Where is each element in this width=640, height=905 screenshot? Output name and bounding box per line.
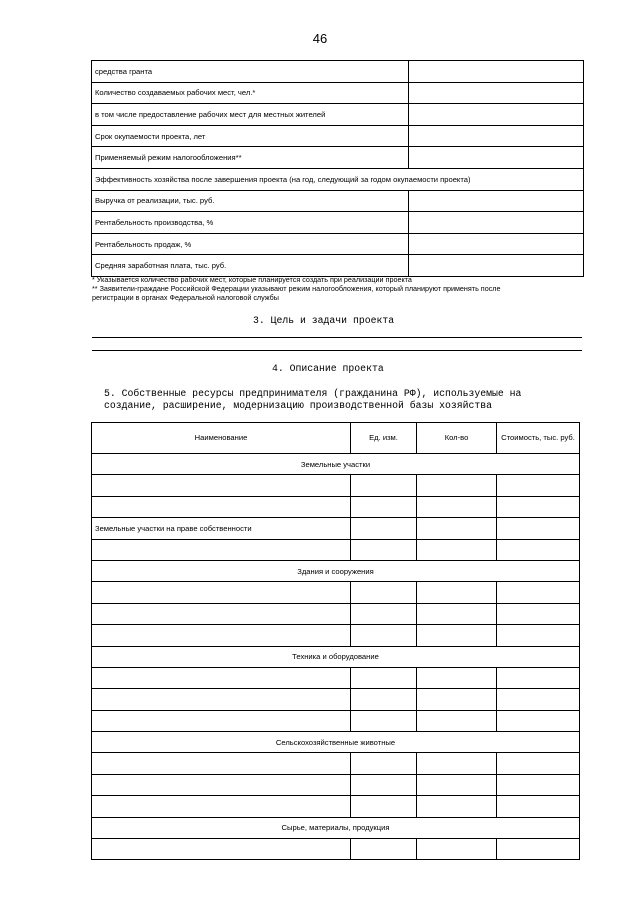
- unit-cell[interactable]: [351, 539, 417, 560]
- indicator-row: [92, 61, 584, 83]
- section-row: [92, 646, 580, 667]
- quantity-cell[interactable]: [417, 496, 497, 517]
- section-label: Сырье, материалы, продукция: [92, 817, 580, 838]
- name-cell[interactable]: [92, 796, 351, 817]
- table-row: [92, 774, 580, 795]
- answer-line-2[interactable]: [92, 350, 582, 351]
- indicator-value-cell[interactable]: [409, 233, 584, 255]
- unit-cell[interactable]: [351, 689, 417, 710]
- name-cell[interactable]: [92, 689, 351, 710]
- section-row: [92, 454, 580, 475]
- unit-cell[interactable]: [351, 603, 417, 624]
- indicator-row: [92, 147, 584, 169]
- resources-table: [91, 422, 580, 860]
- unit-cell[interactable]: [351, 839, 417, 860]
- quantity-cell[interactable]: [417, 796, 497, 817]
- page-number: 46: [312, 31, 328, 46]
- indicator-value-cell[interactable]: [409, 212, 584, 234]
- table-row: [92, 667, 580, 688]
- section-row: [92, 560, 580, 581]
- quantity-cell[interactable]: [417, 582, 497, 603]
- quantity-cell[interactable]: [417, 667, 497, 688]
- cost-cell[interactable]: [497, 796, 580, 817]
- cost-cell[interactable]: [497, 625, 580, 646]
- quantity-cell[interactable]: [417, 475, 497, 496]
- quantity-cell[interactable]: [417, 603, 497, 624]
- name-cell[interactable]: [92, 625, 351, 646]
- indicator-row: [92, 104, 584, 126]
- quantity-cell[interactable]: [417, 710, 497, 731]
- unit-cell[interactable]: [351, 753, 417, 774]
- footnote-workplaces: * Указывается количество рабочих мест, которые планируется создать при реализации проекта: [92, 275, 412, 284]
- section-label: Здания и сооружения: [92, 560, 580, 581]
- table-row: [92, 625, 580, 646]
- indicator-label: Количество создаваемых рабочих мест, чел.*: [92, 82, 409, 104]
- cost-cell[interactable]: [497, 839, 580, 860]
- unit-cell[interactable]: [351, 475, 417, 496]
- unit-cell[interactable]: [351, 667, 417, 688]
- table-row: [92, 839, 580, 860]
- indicator-label: в том числе предоставление рабочих мест для местных жителей: [92, 104, 409, 126]
- indicator-value-cell[interactable]: [409, 104, 584, 126]
- cost-cell[interactable]: [497, 496, 580, 517]
- indicator-row: [92, 168, 584, 190]
- indicator-row: [92, 212, 584, 234]
- cost-cell[interactable]: [497, 689, 580, 710]
- indicator-label: Срок окупаемости проекта, лет: [92, 125, 409, 147]
- column-header-cost: Стоимость, тыс. руб.: [497, 423, 580, 454]
- name-cell[interactable]: Земельные участки на праве собственности: [92, 518, 351, 539]
- cost-cell[interactable]: [497, 753, 580, 774]
- section-5-heading: 5. Собственные ресурсы предпринимателя (гражданина РФ), используемые на: [104, 388, 522, 399]
- quantity-cell[interactable]: [417, 753, 497, 774]
- section-row: [92, 817, 580, 838]
- indicator-value-cell[interactable]: [409, 82, 584, 104]
- indicator-label: Рентабельность производства, %: [92, 212, 409, 234]
- indicator-value-cell[interactable]: [409, 61, 584, 83]
- cost-cell[interactable]: [497, 667, 580, 688]
- indicator-label: Средняя заработная плата, тыс. руб.: [92, 255, 409, 277]
- name-cell[interactable]: [92, 603, 351, 624]
- indicator-value-cell[interactable]: [409, 255, 584, 277]
- unit-cell[interactable]: [351, 774, 417, 795]
- table-row: [92, 475, 580, 496]
- section-label: Земельные участки: [92, 454, 580, 475]
- cost-cell[interactable]: [497, 539, 580, 560]
- footnote-tax-regime-cont: регистрации в органах Федеральной налоговой службы: [92, 293, 279, 302]
- cost-cell[interactable]: [497, 475, 580, 496]
- indicator-value-cell[interactable]: [409, 190, 584, 212]
- indicator-value-cell[interactable]: [409, 125, 584, 147]
- indicator-row: [92, 82, 584, 104]
- table-row: [92, 582, 580, 603]
- name-cell[interactable]: [92, 753, 351, 774]
- name-cell[interactable]: [92, 475, 351, 496]
- table-row: [92, 689, 580, 710]
- quantity-cell[interactable]: [417, 839, 497, 860]
- unit-cell[interactable]: [351, 582, 417, 603]
- unit-cell[interactable]: [351, 625, 417, 646]
- name-cell[interactable]: [92, 582, 351, 603]
- indicator-value-cell[interactable]: [409, 147, 584, 169]
- unit-cell[interactable]: [351, 518, 417, 539]
- cost-cell[interactable]: [497, 518, 580, 539]
- section-label: Сельскохозяйственные животные: [92, 732, 580, 753]
- cost-cell[interactable]: [497, 774, 580, 795]
- cost-cell[interactable]: [497, 710, 580, 731]
- indicator-label: Эффективность хозяйства после завершения проекта (на год, следующий за годом окупаемости проекта): [92, 168, 584, 190]
- table-row: [92, 753, 580, 774]
- footnote-tax-regime: ** Заявители-граждане Российской Федерации указывают режим налогообложения, который планируют применять после: [92, 284, 501, 293]
- name-cell[interactable]: [92, 539, 351, 560]
- quantity-cell[interactable]: [417, 518, 497, 539]
- column-header-name: Наименование: [92, 423, 351, 454]
- quantity-cell[interactable]: [417, 689, 497, 710]
- table-row: [92, 518, 580, 539]
- quantity-cell[interactable]: [417, 625, 497, 646]
- table-row: [92, 539, 580, 560]
- section-row: [92, 732, 580, 753]
- cost-cell[interactable]: [497, 582, 580, 603]
- name-cell[interactable]: [92, 667, 351, 688]
- indicators-table: [91, 60, 584, 277]
- unit-cell[interactable]: [351, 710, 417, 731]
- name-cell[interactable]: [92, 774, 351, 795]
- indicator-label: Применяемый режим налогообложения**: [92, 147, 409, 169]
- section-5-heading-cont: создание, расширение, модернизацию производственной базы хозяйства: [104, 400, 493, 411]
- table-row: [92, 710, 580, 731]
- section-label: Техника и оборудование: [92, 646, 580, 667]
- indicator-label: Выручка от реализации, тыс. руб.: [92, 190, 409, 212]
- name-cell[interactable]: [92, 496, 351, 517]
- unit-cell[interactable]: [351, 496, 417, 517]
- indicator-row: [92, 233, 584, 255]
- answer-line-1[interactable]: [92, 337, 582, 338]
- indicator-row: [92, 125, 584, 147]
- table-header-row: [92, 423, 580, 454]
- table-row: [92, 796, 580, 817]
- name-cell[interactable]: [92, 710, 351, 731]
- column-header-unit: Ед. изм.: [351, 423, 417, 454]
- indicator-row: [92, 190, 584, 212]
- indicator-label: Рентабельность продаж, %: [92, 233, 409, 255]
- table-row: [92, 603, 580, 624]
- indicator-row: [92, 255, 584, 277]
- column-header-quantity: Кол-во: [417, 423, 497, 454]
- section-4-heading: 4. Описание проекта: [272, 363, 384, 374]
- indicator-label: средства гранта: [92, 61, 409, 83]
- unit-cell[interactable]: [351, 796, 417, 817]
- table-row: [92, 496, 580, 517]
- section-3-heading: 3. Цель и задачи проекта: [253, 315, 395, 326]
- cost-cell[interactable]: [497, 603, 580, 624]
- quantity-cell[interactable]: [417, 774, 497, 795]
- name-cell[interactable]: [92, 839, 351, 860]
- quantity-cell[interactable]: [417, 539, 497, 560]
